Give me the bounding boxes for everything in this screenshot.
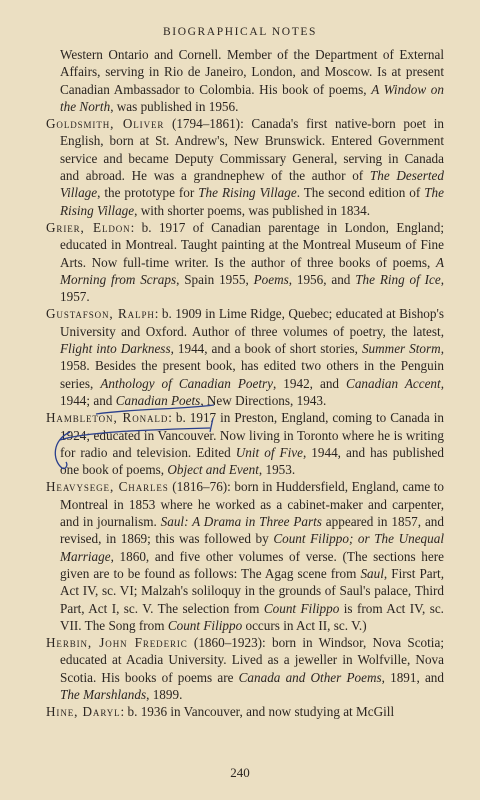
work-title: The Rising Village (60, 185, 444, 218)
entry-text: , 1942, and (273, 375, 347, 391)
author-name: Hambleton, Ronald (46, 410, 169, 426)
entry-text: : b. 1917 of Canadian parentage in London, England; educated in Montreal. Taught painting at the Montreal Museum of Fine Arts. Now full-time writer. Is the author of three books of poems, (60, 219, 444, 270)
work-title: The Marshlands (60, 686, 147, 702)
work-title: Count Filippo; or The Unequal Marriage (60, 531, 444, 564)
entry-text: . The second edition of (296, 185, 425, 201)
entry-text: (1816–76): born in Huddersfield, England, came to Montreal in 1853 where he worked as a cabinet-maker and carpenter, and in journalism. (60, 479, 445, 530)
entry-text: , 1860, and five other volumes of verse. (The sections here given are to be found as follows: The Agag scene from (60, 548, 444, 581)
work-title: Count Filippo (263, 600, 340, 616)
biography-entry (46, 634, 444, 703)
biography-entry (46, 409, 444, 478)
work-title: A Morning from Scraps (60, 254, 444, 287)
entry-text: , 1956, and (288, 271, 356, 287)
work-title: Summer Storm (361, 341, 441, 357)
body-text (46, 46, 444, 721)
author-name: Gustafson, Ralph (46, 306, 155, 322)
biography-entry (46, 478, 444, 634)
author-name: Grier, Eldon (46, 219, 131, 235)
entry-text: , 1891, and (381, 669, 444, 685)
work-title: Canadian Accent (346, 375, 441, 391)
work-title: Saul (360, 565, 384, 581)
entry-text: appeared in 1857, and revised, in 1869; this was followed by (60, 514, 444, 547)
work-title: The Ring of Ice (355, 271, 441, 287)
work-title: Flight into Darkness (60, 341, 171, 357)
entry-text: , 1899. (146, 686, 183, 702)
page-number: 240 (230, 765, 250, 780)
entry-text: occurs in Act II, sc. V.) (242, 617, 367, 633)
entry-list (46, 115, 444, 720)
entry-text: is from Act IV, sc. VII. The Song from (60, 600, 444, 633)
entry-text: , with shorter poems, was published in 1834. (134, 202, 370, 218)
author-name: Goldsmith, Oliver (46, 116, 165, 132)
entry-text: : b. 1909 in Lime Ridge, Quebec; educated at Bishop's University and Oxford. Author of three volumes of poetry, the latest, (60, 306, 444, 339)
biography-entry (46, 115, 444, 219)
author-name: Hine, Daryl (46, 704, 121, 720)
continued-entry: Western Ontario and Cornell. Member of the Department of External Affairs, serving in Rio de Janeiro, London, and Moscow. Is at present Canadian Ambassador to Colombia. His book of poems, A Window on the North, was published in 1956. (60, 47, 444, 114)
biography-entry (46, 219, 444, 305)
biography-entry (46, 305, 444, 409)
entry-text: , 1957. (60, 271, 445, 305)
biography-entry (46, 703, 444, 720)
work-title: Anthology of Canadian Poetry (100, 375, 273, 391)
entry-text: , 1958. Besides the present book, has edited two others in the Penguin series, (60, 341, 444, 391)
entry-text: , 1953. (258, 462, 296, 478)
work-title: Canada and Other Poems (238, 669, 382, 685)
work-title: Poems (253, 271, 289, 287)
work-title: Canadian Poets (115, 392, 201, 408)
entry-text: (1794–1861): Canada's first native-born poet in English, born at St. Andrew's, New Brunswick. Entered Government service and became Deputy Commissary General, serving in Canada and abroad. He was a grandnephew of the author of (60, 116, 445, 184)
entry-text: , New Directions, 1943. (200, 392, 327, 408)
entry-text: , 1944, and a book of short stories, (170, 341, 362, 357)
entry-text: : b. 1917 in Preston, England, coming to Canada in 1924; educated in Vancouver. Now living in Toronto where he is writing for radio and television. Edited (60, 410, 444, 460)
author-name: Herbin, John Frederic (46, 635, 188, 651)
running-header: BIOGRAPHICAL NOTES (163, 26, 317, 38)
entry-text: , Spain 1955, (176, 271, 254, 287)
work-title: The Deserted Village (60, 168, 445, 201)
entry-text: , First Part, Act IV, sc. VI; Malzah's soliloquy in the grounds of Saul's palace, Third Part, Act I, sc. V. The selection from (60, 565, 444, 616)
entry-text: , the prototype for (97, 185, 199, 201)
entry-text: , 1944; and (60, 375, 444, 408)
author-name: Heavysege, Charles (46, 479, 169, 495)
entry-text: , 1944, and has published one book of poems, (60, 444, 444, 478)
work-title: Count Filippo (167, 617, 243, 633)
entry-text: (1860–1923): born in Windsor, Nova Scotia; educated at Acadia University. Lived as a jeweller in Wolfville, Nova Scotia. His books of poems are (60, 635, 444, 685)
work-title: Saul: A Drama in Three Parts (160, 514, 322, 530)
work-title: Object and Event (167, 462, 259, 478)
work-title: Unit of Five (235, 444, 303, 460)
work-title: The Rising Village (198, 185, 297, 201)
entry-text: : b. 1936 in Vancouver, and now studying at McGill (120, 704, 395, 720)
